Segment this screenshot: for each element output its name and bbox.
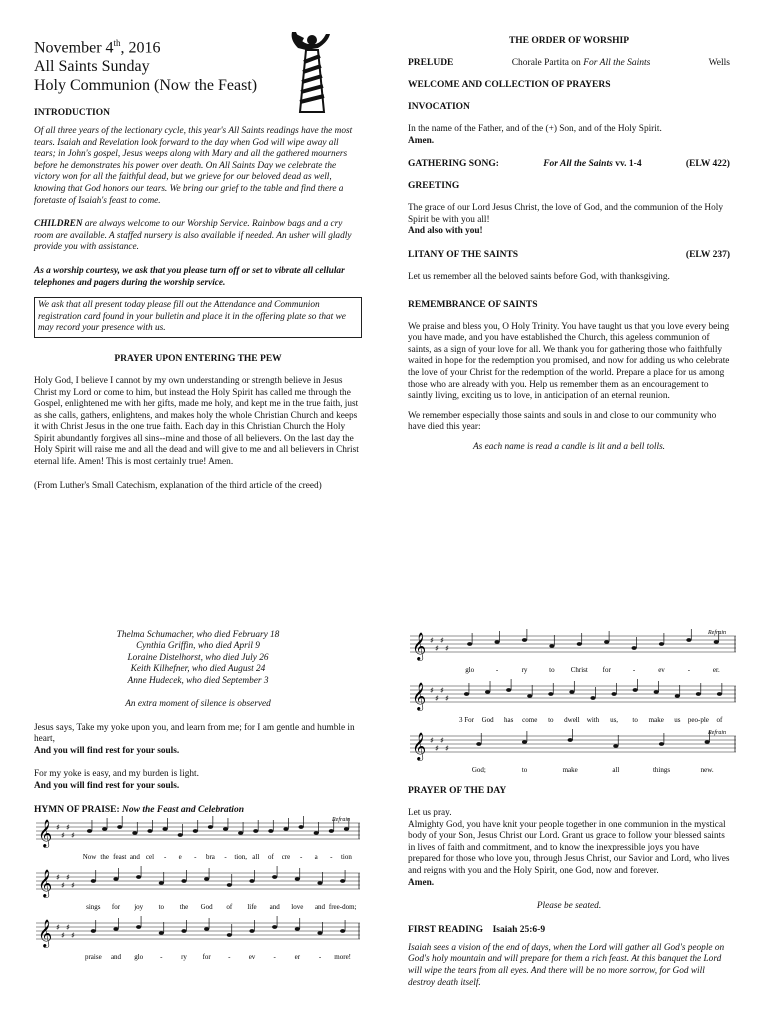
note-head [208, 825, 213, 829]
jesus-says-text: Jesus says, Take my yoke upon you, and learn from me; for I am gentle and humble in heart, [34, 722, 355, 745]
music-staff [408, 678, 738, 728]
lyric-syllable: of [226, 902, 233, 911]
note-head [549, 644, 554, 648]
lyric-syllable: life [247, 902, 257, 911]
sharp-icon: ♯ [66, 822, 70, 832]
lyric-syllable: - [163, 852, 167, 861]
sharp-icon: ♯ [430, 736, 434, 745]
lyric-syllable: peo-ple [687, 716, 709, 724]
lyric-syllable: and [110, 952, 122, 961]
sharp-icon: ♯ [445, 744, 449, 753]
hymn-heading: HYMN OF PRAISE: Now the Feast and Celebration [34, 804, 244, 815]
music-staff [34, 815, 362, 865]
rest-response: And you will find rest for your souls. [34, 745, 180, 756]
candle-rubric: As each name is read a candle is lit and a bell tolls. [472, 441, 666, 452]
lyric-syllable: praise [84, 952, 102, 961]
remembrance-text: We praise and bless you, O Holy Trinity. You have taught us that you love every being you have made, and you have established the Church, this ageless communion of saints, as a sign of your love for all. We thank you for gathering those who faithfully waited in hope for the redemption you promised, and now for adding us who celebrate the love of your Christ for the redemption of the world. Prepare a place for us among those who are already with you. Help us remember them as an encouragement to saintly living, exciting us to love, in anticipation of an eternal reunion. [408, 321, 730, 402]
note-head [590, 696, 595, 700]
lyric-syllable: - [160, 952, 163, 961]
pew-prayer-text: Holy God, I believe I cannot by my own understanding or strength believe in Jesus Christ my Lord or come to him, but instead the Holy Spirit has called me through the Gospel, enlightened me with her gifts, made me holy, and kept me in the true faith, just as she calls, gathers, enlightens, and makes holy the whole Christian Church and keeps it with Christ Jesus in the one true faith. Each day in this Christian Church the Holy Spirit abundantly forgives all sins--mine and those of all believers. On the last day the Holy Spirit will raise me and all the dead and will give to me and all believers in Christ eternal life. Amen! This is most certainly true! Amen. [34, 375, 359, 468]
sharp-icon: ♯ [435, 744, 439, 753]
note-head [136, 875, 141, 879]
lyric-syllable: come [522, 716, 538, 724]
prayer-of-day-heading: PRAYER OF THE DAY [408, 786, 507, 796]
greeting-text: The grace of our Lord Jesus Christ, the love of God, and the communion of the Holy Spirit be with you all! [408, 203, 723, 225]
lyric-syllable: love [291, 902, 304, 911]
lyric-syllable: Christ [570, 666, 588, 674]
saints-names-list [34, 630, 362, 687]
amen-response: Amen. [408, 135, 435, 146]
lyric-syllable: Now [82, 852, 97, 861]
silence-rubric: An extra moment of silence is observed [125, 699, 271, 710]
sharp-icon: ♯ [56, 922, 60, 932]
note-head [249, 879, 254, 883]
note-head [527, 694, 532, 698]
lyric-syllable: and [314, 902, 326, 911]
sharp-icon: ♯ [66, 872, 70, 882]
lyric-syllable: for [202, 952, 211, 961]
saint-name: Loraine Distelhorst, who died July 26 [127, 652, 269, 663]
sharp-icon: ♯ [71, 830, 75, 840]
lyric-syllable: tion, [234, 852, 247, 861]
sharp-icon: ♯ [440, 636, 444, 645]
intro-heading: INTRODUCTION [34, 108, 111, 118]
lyric-syllable: more! [334, 952, 352, 961]
sharp-icon: ♯ [430, 636, 434, 645]
sharp-icon: ♯ [61, 930, 65, 940]
right-bottom-column [408, 628, 730, 989]
note-head [485, 690, 490, 694]
treble-clef-icon: 𝄞 [412, 632, 427, 660]
sunday-name: All Saints Sunday [34, 58, 150, 76]
children-note: CHILDREN are always welcome to our Worship Service. Rainbow bags and a cry room are available. A staffed nursery is also available if needed. An usher will gladly provide you with assistance. [34, 219, 352, 253]
note-head [569, 690, 574, 694]
lyric-syllable: the [179, 902, 189, 911]
note-head [159, 881, 164, 885]
lyric-syllable: with [586, 716, 600, 724]
note-head [467, 642, 472, 646]
note-head [705, 740, 710, 744]
sharp-icon: ♯ [435, 644, 439, 653]
lyric-syllable: God; [471, 766, 486, 774]
lyric-syllable: all [612, 766, 620, 774]
note-head [272, 925, 277, 929]
lyric-syllable: of [716, 716, 723, 724]
yoke-text: For my yoke is easy, and my burden is light. [34, 769, 199, 780]
sharp-icon: ♯ [430, 686, 434, 695]
lyric-syllable: - [687, 666, 691, 674]
hymn-music-left [34, 815, 362, 965]
note-head [136, 925, 141, 929]
note-head [113, 927, 118, 931]
sharp-icon: ♯ [56, 872, 60, 882]
note-head [299, 825, 304, 829]
note-head [102, 827, 107, 831]
litany-row: LITANY OF THE SAINTS (ELW 237) [408, 249, 730, 260]
note-head [340, 879, 345, 883]
remembrance-heading: REMEMBRANCE OF SAINTS [408, 299, 538, 310]
lyric-syllable: - [194, 852, 197, 861]
rest-response-2: And you will find rest for your souls. [34, 781, 180, 791]
note-head [314, 831, 319, 835]
litany-text: Let us remember all the beloved saints before God, with thanksgiving. [408, 271, 670, 282]
saint-name: Thelma Schumacher, who died February 18 [116, 630, 280, 640]
note-head [204, 877, 209, 881]
lyric-syllable: ev [248, 952, 256, 961]
lyric-syllable: the [100, 852, 109, 861]
intro-text: Of all three years of the lectionary cycle, this year's All Saints readings have the most tears. Isaiah and Revelation look forward to the day when God will wipe away all tears; in John's gospel, Jesus weeps along with Mary and all the gathered mourners before he demonstrates his power over death. On All Saints Day we celebrate the victory won for all the faithful dead, but we grieve for our beloved dead as well, knowing that God honors our tears. We bring our grief to the table and find there a foretaste of Isaiah's feast to come. [34, 126, 353, 206]
order-title: THE ORDER OF WORSHIP [508, 36, 630, 46]
note-head [522, 740, 527, 744]
music-staff [408, 728, 738, 778]
lyric-syllable: cel [145, 852, 155, 861]
lyric-syllable: dwell [564, 716, 580, 724]
lyric-syllable: and [269, 902, 280, 911]
lyric-syllable: free-dom; [328, 902, 357, 911]
note-head [132, 831, 137, 835]
lyric-syllable: er [294, 952, 301, 961]
note-head [344, 827, 349, 831]
sharp-icon: ♯ [56, 822, 60, 832]
saint-name: Cynthia Griffin, who died April 9 [136, 641, 260, 652]
lyric-syllable: - [318, 952, 322, 961]
lyric-syllable: to [548, 716, 554, 724]
note-head [317, 881, 322, 885]
lyric-syllable: joy [134, 902, 144, 911]
note-head [253, 829, 258, 833]
invocation-heading: INVOCATION [408, 102, 470, 112]
sharp-icon: ♯ [61, 880, 65, 890]
sharp-icon: ♯ [445, 644, 449, 653]
greeting-response: And also with you! [408, 226, 483, 237]
note-head [227, 933, 232, 937]
let-us-pray: Let us pray. [408, 808, 452, 818]
refrain-label: Refrain [332, 816, 350, 823]
note-head [283, 827, 288, 831]
remember-text: We remember especially those saints and souls in and close to our community who have died this year: [408, 410, 717, 433]
note-head [659, 642, 664, 646]
lyric-syllable: e [178, 852, 182, 861]
courtesy-note: As a worship courtesy, we ask that you please turn off or set to vibrate all cellular telephones and pagers during the worship service. [34, 265, 345, 288]
note-head [654, 690, 659, 694]
lyric-syllable: a [314, 852, 318, 861]
note-head [714, 640, 719, 644]
note-head [522, 638, 527, 642]
note-head [604, 640, 609, 644]
attendance-box: We ask that all present today please fill out the Attendance and Communion registration card found in your bulletin and place it in the offering plate so that we may record your presence with us. [34, 297, 362, 338]
sharp-icon: ♯ [71, 880, 75, 890]
lyric-syllable: 3 For [459, 716, 475, 724]
lyric-syllable: bra [205, 852, 215, 861]
lyric-syllable: - [495, 666, 499, 674]
note-head [223, 827, 228, 831]
note-head [178, 833, 183, 837]
note-head [329, 829, 334, 833]
lyric-syllable: make [648, 716, 664, 724]
note-head [717, 692, 722, 696]
first-reading-text: Isaiah sees a vision of the end of days, when the Lord will gather all God's people on God's holy mountain and will prepare for them a rich feast. At this banquet the Lord will wipe the tears from all eyes. And there will be no more sorrow, for God will destroy death itself. [408, 942, 725, 988]
right-top-column [408, 36, 730, 454]
note-head [476, 742, 481, 746]
note-head [91, 929, 96, 933]
note-head [686, 638, 691, 642]
note-head [696, 692, 701, 696]
sharp-icon: ♯ [435, 694, 439, 703]
sharp-icon: ♯ [440, 686, 444, 695]
note-head [91, 879, 96, 883]
lyric-syllable: - [632, 666, 636, 674]
prayer-of-day-text: Almighty God, you have knit your people together in one communion in the mystical body of your Son, Jesus Christ our Lord. Grant us grace to follow your blessed saints in lives of faith and commitment, and to know the inexpressible joys you have prepared for those who love you, through Jesus Christ, our Savior and Lord, who lives and reigns with you and the Holy Spirit, one God, now and forever. [408, 819, 730, 876]
lyric-syllable: to [521, 766, 528, 774]
note-head [317, 931, 322, 935]
lyric-syllable: ev [658, 666, 665, 674]
sharp-icon: ♯ [61, 830, 65, 840]
sharp-icon: ♯ [71, 930, 75, 940]
saint-name: Anne Hudecek, who died September 3 [127, 675, 269, 686]
note-head [272, 875, 277, 879]
lyric-syllable: sings [86, 902, 101, 911]
note-head [568, 738, 573, 742]
lyric-syllable: glo [465, 666, 475, 674]
refrain-label: Refrain [708, 630, 726, 636]
lyric-syllable: us [674, 716, 681, 724]
note-head [193, 829, 198, 833]
seated-rubric: Please be seated. [536, 901, 602, 912]
note-head [611, 692, 616, 696]
lyric-syllable: - [224, 852, 227, 861]
lyric-syllable: ry [181, 952, 187, 961]
note-head [548, 692, 553, 696]
sharp-icon: ♯ [440, 736, 444, 745]
prelude-row: PRELUDE Chorale Partita on For All the Saints Wells [408, 58, 730, 68]
note-head [204, 927, 209, 931]
lyric-syllable: feast [113, 852, 127, 861]
note-head [268, 829, 273, 833]
note-head [238, 831, 243, 835]
treble-clef-icon: 𝄞 [38, 818, 53, 847]
note-head [633, 688, 638, 692]
note-head [227, 883, 232, 887]
lyric-syllable: glo [134, 952, 144, 961]
sharp-icon: ♯ [445, 694, 449, 703]
lyric-syllable: new. [700, 766, 714, 774]
note-head [506, 688, 511, 692]
lyric-syllable: for [602, 666, 611, 674]
lyric-syllable: to [632, 716, 638, 724]
note-head [340, 929, 345, 933]
lyric-syllable: us, [610, 716, 619, 724]
amen-response-2: Amen. [408, 877, 435, 888]
note-head [295, 927, 300, 931]
lyric-syllable: of [267, 852, 274, 861]
note-head [113, 877, 118, 881]
treble-clef-icon: 𝄞 [412, 682, 427, 710]
left-top-column [34, 108, 362, 492]
note-head [87, 829, 92, 833]
lyric-syllable: has [504, 716, 514, 724]
note-head [249, 929, 254, 933]
service-date: November 4th, 2016 [34, 38, 161, 57]
lyric-syllable: ry [521, 666, 528, 674]
note-head [159, 931, 164, 935]
lyric-syllable: cre [281, 852, 291, 861]
note-head [659, 742, 664, 746]
lyric-syllable: God [481, 716, 494, 724]
note-head [181, 879, 186, 883]
note-head [295, 877, 300, 881]
lyric-syllable: to [549, 666, 555, 674]
saint-name: Keith Kilhefner, who died August 24 [130, 664, 266, 675]
note-head [163, 827, 168, 831]
gathering-row: GATHERING SONG: For All the Saints vv. 1-4 (ELW 422) [408, 159, 730, 170]
lyric-syllable: - [273, 952, 276, 961]
note-head [495, 640, 500, 644]
hymn-music-right [408, 628, 730, 778]
pew-prayer-heading: PRAYER UPON ENTERING THE PEW [114, 353, 282, 364]
welcome-heading: WELCOME AND COLLECTION OF PRAYERS [408, 80, 611, 90]
music-staff [34, 865, 362, 915]
greeting-heading: GREETING [408, 181, 460, 192]
note-head [181, 929, 186, 933]
note-head [147, 829, 152, 833]
music-staff [408, 628, 738, 678]
sharp-icon: ♯ [66, 922, 70, 932]
treble-clef-icon: 𝄞 [38, 868, 53, 897]
lyric-syllable: - [228, 952, 231, 961]
music-staff [34, 915, 362, 965]
note-head [117, 825, 122, 829]
catechism-note: (From Luther's Small Catechism, explanation of the third article of the creed) [34, 480, 322, 491]
lyric-syllable: make [562, 766, 578, 774]
lyric-syllable: all [252, 852, 260, 861]
first-reading-heading: FIRST READING Isaiah 25:6-9 [408, 924, 546, 935]
lyric-syllable: tion [340, 852, 352, 861]
invocation-text: In the name of the Father, and of the (+) Son, and of the Holy Spirit. [408, 124, 662, 134]
lyric-syllable: for [111, 902, 121, 911]
note-head [577, 642, 582, 646]
note-head [632, 646, 637, 650]
lyric-syllable: things [652, 766, 671, 774]
treble-clef-icon: 𝄞 [412, 732, 427, 760]
left-bottom-column [34, 630, 362, 965]
refrain-label: Refrain [708, 730, 726, 736]
note-head [675, 694, 680, 698]
lyric-syllable: - [299, 852, 303, 861]
note-head [613, 744, 618, 748]
lyric-syllable: - [330, 852, 333, 861]
note-head [464, 692, 469, 696]
lyric-syllable: and [129, 852, 140, 861]
saint-figure-illustration [282, 28, 342, 118]
treble-clef-icon: 𝄞 [38, 918, 53, 947]
lyric-syllable: to [158, 902, 165, 911]
lyric-syllable: er. [712, 666, 720, 674]
lyric-syllable: God [200, 902, 213, 911]
service-title: Holy Communion (Now the Feast) [34, 77, 258, 95]
